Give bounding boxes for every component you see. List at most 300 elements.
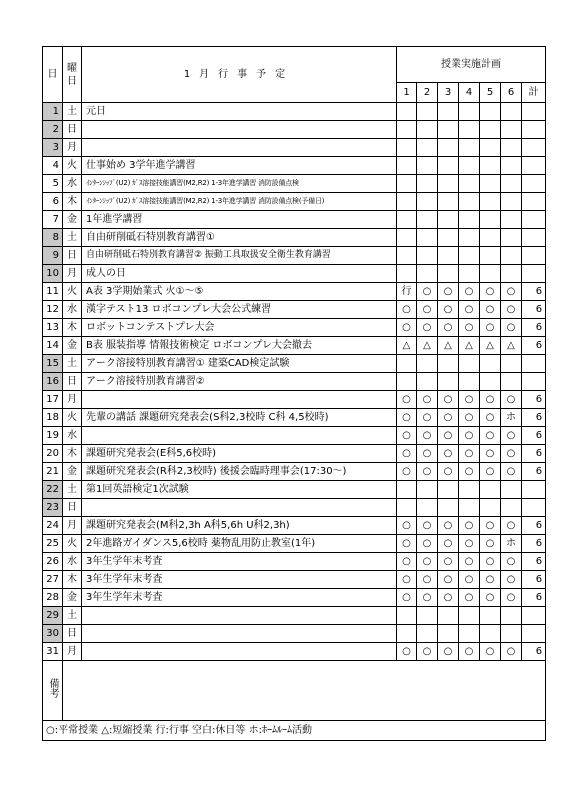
period-mark: ○ [459,391,480,409]
weekday: 日 [63,499,82,517]
period-mark [397,193,417,211]
period-mark [438,373,459,391]
period-mark [480,139,501,157]
weekday: 金 [63,463,82,481]
period-mark [417,193,438,211]
table-row [43,391,546,409]
period-mark: ○ [397,445,417,463]
table-row [43,409,546,427]
table-row [43,373,546,391]
table-row [43,175,546,193]
period-header-5: 5 [480,83,501,103]
period-total: 6 [522,337,546,355]
period-mark [417,607,438,625]
period-mark: △ [459,337,480,355]
event-text: B表 服装指導 情報技術検定 ロボコンプレ大会撤去 [82,337,397,355]
period-mark: ○ [397,517,417,535]
period-mark: ○ [501,517,522,535]
period-mark [501,355,522,373]
period-mark: ○ [459,463,480,481]
period-total [522,607,546,625]
weekday: 月 [63,391,82,409]
period-mark [438,157,459,175]
day-number: 14 [43,337,63,355]
period-total: 6 [522,283,546,301]
period-mark [438,229,459,247]
table-row [43,463,546,481]
period-mark [397,625,417,643]
period-mark: ○ [438,283,459,301]
day-number: 4 [43,157,63,175]
period-total: 6 [522,553,546,571]
weekday-header: 曜 日 [63,47,82,103]
day-number: 3 [43,139,63,157]
event-text: 3年生学年末考査 [82,589,397,607]
table-row [43,301,546,319]
event-text: 3年生学年末考査 [82,553,397,571]
period-mark: ○ [501,427,522,445]
period-mark [459,193,480,211]
day-number: 18 [43,409,63,427]
period-mark [417,247,438,265]
table-row [43,607,546,625]
day-number: 13 [43,319,63,337]
period-mark [438,193,459,211]
page-title: 1月行事予定 [82,47,397,103]
period-mark: ○ [459,301,480,319]
day-number: 1 [43,103,63,121]
period-mark [480,211,501,229]
period-mark [397,103,417,121]
period-mark [459,265,480,283]
table-row [43,643,546,661]
period-mark [397,481,417,499]
table-row [43,337,546,355]
period-total: 6 [522,589,546,607]
period-mark [501,193,522,211]
period-mark: ○ [438,427,459,445]
period-mark [480,481,501,499]
period-mark: ○ [417,409,438,427]
weekday: 金 [63,211,82,229]
period-mark: ○ [438,571,459,589]
period-mark: ○ [438,319,459,337]
period-mark: ○ [438,589,459,607]
period-header-4: 4 [459,83,480,103]
event-text: ｲﾝﾀｰﾝｼｯﾌﾟ(U2) ｶﾞｽ溶接技能講習(M2,R2) 1-3年進学講習 消防設備点検 [82,175,397,193]
period-mark: ○ [480,589,501,607]
period-mark [417,265,438,283]
period-total [522,625,546,643]
table-row [43,283,546,301]
period-mark: ○ [459,643,480,661]
day-number: 21 [43,463,63,481]
period-mark [438,625,459,643]
weekday: 土 [63,229,82,247]
period-mark [480,121,501,139]
day-number: 23 [43,499,63,517]
period-total: 6 [522,427,546,445]
period-mark: ○ [501,589,522,607]
weekday: 日 [63,121,82,139]
period-mark [459,121,480,139]
period-mark [459,373,480,391]
period-mark: ○ [438,301,459,319]
period-mark [397,157,417,175]
day-number: 20 [43,445,63,463]
period-mark [397,355,417,373]
period-mark [501,373,522,391]
weekday: 月 [63,517,82,535]
day-number: 24 [43,517,63,535]
day-number: 9 [43,247,63,265]
event-text [82,427,397,445]
table-row [43,121,546,139]
period-total [522,211,546,229]
weekday: 土 [63,481,82,499]
table-row [43,319,546,337]
period-mark [417,175,438,193]
period-mark [417,103,438,121]
period-mark [397,373,417,391]
weekday: 日 [63,373,82,391]
period-mark: ○ [459,427,480,445]
period-mark [438,499,459,517]
period-mark [480,607,501,625]
period-mark: ○ [480,301,501,319]
day-number: 8 [43,229,63,247]
event-text: 課題研究発表会(E科5,6校時) [82,445,397,463]
weekday: 土 [63,103,82,121]
period-mark [459,247,480,265]
period-mark [417,373,438,391]
weekday: 月 [63,139,82,157]
period-mark: ○ [501,301,522,319]
period-mark: △ [417,337,438,355]
period-mark [417,157,438,175]
period-mark [438,481,459,499]
period-mark [501,211,522,229]
period-mark [397,607,417,625]
period-mark: ○ [417,643,438,661]
period-mark [501,139,522,157]
event-text: 先輩の講話 課題研究発表会(S科2,3校時 C科 4,5校時) [82,409,397,427]
event-text [82,643,397,661]
period-total: 6 [522,445,546,463]
period-mark: ○ [480,517,501,535]
period-mark [501,229,522,247]
period-mark: ○ [459,535,480,553]
period-mark: ○ [417,571,438,589]
weekday: 木 [63,571,82,589]
period-mark [397,265,417,283]
period-mark [417,499,438,517]
remarks-label: 備考 [43,661,63,721]
period-mark: ○ [397,589,417,607]
period-mark: ○ [417,463,438,481]
period-mark: ○ [438,409,459,427]
period-mark [438,175,459,193]
day-number: 31 [43,643,63,661]
table-row [43,625,546,643]
period-mark: ○ [459,517,480,535]
period-mark: ○ [480,643,501,661]
period-mark: ○ [480,409,501,427]
day-number: 12 [43,301,63,319]
period-mark: ○ [397,319,417,337]
period-total: 6 [522,463,546,481]
table-row [43,139,546,157]
period-mark [480,625,501,643]
period-mark: ○ [397,409,417,427]
event-text: アーク溶接特別教育講習② [82,373,397,391]
weekday: 火 [63,283,82,301]
weekday: 水 [63,427,82,445]
period-mark: ○ [397,463,417,481]
period-mark: ○ [480,553,501,571]
day-number: 11 [43,283,63,301]
weekday: 金 [63,589,82,607]
period-mark [417,481,438,499]
period-mark: ○ [459,319,480,337]
day-number: 6 [43,193,63,211]
event-text: 自由研削砥石特別教育講習① [82,229,397,247]
period-total [522,157,546,175]
event-text: 3年生学年末考査 [82,571,397,589]
period-mark [438,607,459,625]
weekday: 火 [63,157,82,175]
remarks-area [63,661,546,721]
period-mark: ○ [480,283,501,301]
period-mark: ○ [480,319,501,337]
period-mark [501,121,522,139]
period-mark: ○ [438,445,459,463]
period-total [522,247,546,265]
table-row [43,355,546,373]
period-mark: ○ [397,643,417,661]
period-mark [480,247,501,265]
day-number: 2 [43,121,63,139]
period-mark [417,625,438,643]
period-mark: ○ [397,553,417,571]
period-mark [397,247,417,265]
event-text: 1年進学講習 [82,211,397,229]
table-row [43,481,546,499]
period-mark [480,157,501,175]
table-row [43,247,546,265]
plan-header: 授業実施計画 [397,47,546,83]
period-mark: ○ [459,283,480,301]
weekday: 金 [63,337,82,355]
period-mark: ○ [480,445,501,463]
period-mark [459,139,480,157]
period-mark: ○ [397,535,417,553]
table-row [43,157,546,175]
event-text: 課題研究発表会(R科2,3校時) 後援会臨時理事会(17:30～) [82,463,397,481]
period-mark [438,121,459,139]
weekday: 日 [63,625,82,643]
period-mark [501,157,522,175]
period-header-3: 3 [438,83,459,103]
period-total [522,193,546,211]
period-header-2: 2 [417,83,438,103]
period-mark: ○ [501,553,522,571]
event-text: 課題研究発表会(M科2,3h A科5,6h U科2,3h) [82,517,397,535]
period-total [522,175,546,193]
day-number: 17 [43,391,63,409]
period-mark [501,265,522,283]
period-total [522,139,546,157]
period-total [522,103,546,121]
period-mark: ○ [501,283,522,301]
event-text [82,139,397,157]
period-mark [480,229,501,247]
weekday: 土 [63,355,82,373]
period-mark [438,265,459,283]
period-mark [480,355,501,373]
period-mark [459,103,480,121]
period-mark: ○ [501,643,522,661]
event-text [82,391,397,409]
event-text [82,607,397,625]
weekday: 水 [63,553,82,571]
period-total: 6 [522,409,546,427]
period-mark: ○ [397,301,417,319]
period-mark [459,607,480,625]
event-text: 自由研削砥石特別教育講習② 振動工具取扱安全衛生教育講習 [82,247,397,265]
event-text: 第1回英語検定1次試験 [82,481,397,499]
day-number: 15 [43,355,63,373]
period-mark: ○ [438,391,459,409]
day-number: 30 [43,625,63,643]
table-row [43,265,546,283]
event-text: 仕事始め 3学年進学講習 [82,157,397,175]
period-mark: ○ [480,427,501,445]
period-mark: ○ [417,319,438,337]
period-mark: ○ [459,409,480,427]
period-mark: ○ [480,535,501,553]
period-mark [480,175,501,193]
day-number: 5 [43,175,63,193]
event-text: A表 3学期始業式 火①～⑤ [82,283,397,301]
period-mark: △ [438,337,459,355]
event-text: 2年進路ガイダンス5,6校時 薬物乱用防止教室(1年) [82,535,397,553]
weekday: 火 [63,535,82,553]
table-row [43,445,546,463]
period-mark: 行 [397,283,417,301]
day-number: 28 [43,589,63,607]
period-mark: ○ [501,319,522,337]
period-mark: ○ [480,571,501,589]
day-number: 7 [43,211,63,229]
period-mark: ○ [501,391,522,409]
period-mark: ○ [397,571,417,589]
period-mark [438,211,459,229]
period-mark: ○ [397,427,417,445]
period-mark: ○ [417,427,438,445]
period-mark [417,211,438,229]
table-row [43,229,546,247]
period-mark [397,229,417,247]
table-row [43,427,546,445]
event-text [82,121,397,139]
day-number: 19 [43,427,63,445]
period-mark: △ [501,337,522,355]
weekday: 土 [63,607,82,625]
period-mark: ○ [417,517,438,535]
period-mark [459,157,480,175]
period-mark [438,247,459,265]
period-mark: ○ [417,283,438,301]
event-text: ロボットコンテストプレ大会 [82,319,397,337]
period-total [522,373,546,391]
period-total: 6 [522,301,546,319]
table-row [43,193,546,211]
period-mark [501,247,522,265]
day-number: 25 [43,535,63,553]
table-row [43,571,546,589]
period-mark: ○ [438,535,459,553]
schedule-table [42,46,546,741]
table-row [43,103,546,121]
table-row [43,535,546,553]
period-mark [438,103,459,121]
weekday: 月 [63,265,82,283]
period-mark [480,103,501,121]
period-mark [417,355,438,373]
period-mark [459,355,480,373]
period-mark [397,211,417,229]
period-mark [501,607,522,625]
period-mark: ○ [438,643,459,661]
day-header: 日 [43,47,63,103]
event-text [82,625,397,643]
table-row [43,211,546,229]
period-mark [397,139,417,157]
event-text: 漢字テスト13 ロボコンプレ大会公式練習 [82,301,397,319]
period-mark [417,229,438,247]
period-mark: ホ [501,535,522,553]
period-total [522,499,546,517]
period-mark: ○ [501,445,522,463]
period-mark: ○ [501,463,522,481]
period-mark [417,121,438,139]
period-total: 6 [522,571,546,589]
table-row [43,589,546,607]
period-total: 6 [522,391,546,409]
period-total: 6 [522,535,546,553]
table-row [43,499,546,517]
event-text: 成人の日 [82,265,397,283]
period-mark [459,625,480,643]
period-mark [501,499,522,517]
period-mark [459,481,480,499]
period-mark: ○ [417,535,438,553]
period-mark [397,499,417,517]
period-header-7: 計 [522,83,546,103]
period-total [522,265,546,283]
legend: ○:平常授業 △:短縮授業 行:行事 空白:休日等 ホ:ﾎｰﾑﾙｰﾑ活動 [43,721,546,741]
period-mark [459,499,480,517]
period-mark [438,355,459,373]
event-text [82,499,397,517]
period-mark: ○ [459,571,480,589]
period-mark [480,373,501,391]
day-number: 16 [43,373,63,391]
day-number: 26 [43,553,63,571]
day-number: 27 [43,571,63,589]
period-mark: ○ [438,553,459,571]
